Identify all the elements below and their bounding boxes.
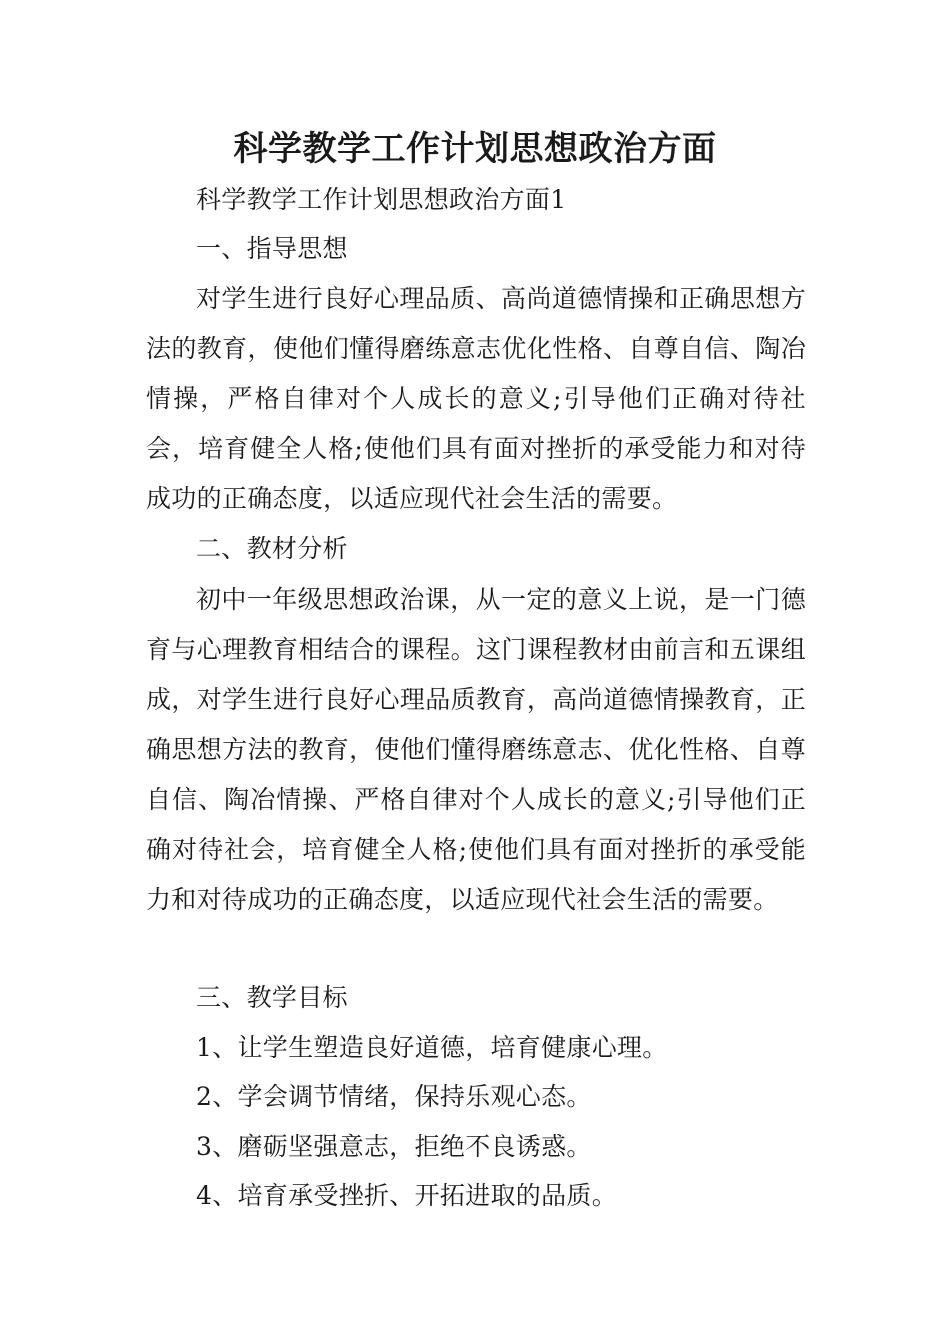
- paragraph-guiding-thought: 对学生进行良好心理品质、高尚道德情操和正确思想方法的教育，使他们懂得磨练意志优化性格、自尊自信、陶冶情操，严格自律对个人成长的意义;引导他们正确对待社会，培育健全人格;使他们具有面对挫折的承受能力和对待成功的正确态度，以适应现代社会生活的需要。: [146, 284, 806, 513]
- section-heading-guiding-thought: 一、指导思想: [196, 234, 348, 263]
- section-heading-textbook-analysis: 二、教材分析: [196, 534, 348, 563]
- section-heading-teaching-goals: 三、教学目标: [196, 983, 348, 1012]
- document-subtitle: 科学教学工作计划思想政治方面1: [196, 185, 567, 214]
- document-title: 科学教学工作计划思想政治方面: [233, 129, 717, 169]
- list-item: 2、学会调节情绪，保持乐观心态。: [196, 1082, 592, 1111]
- paragraph-textbook-analysis: 初中一年级思想政治课，从一定的意义上说，是一门德育与心理教育相结合的课程。这门课程教材由前言和五课组成，对学生进行良好心理品质教育，高尚道德情操教育，正确思想方法的教育，使他们懂得磨练意志、优化性格、自尊自信、陶冶情操、严格自律对个人成长的意义;引导他们正确对待社会，培育健全人格;使他们具有面对挫折的承受能力和对待成功的正确态度，以适应现代社会生活的需要。: [146, 585, 806, 914]
- list-item: 3、磨砺坚强意志，拒绝不良诱惑。: [196, 1132, 592, 1161]
- list-item: 4、培育承受挫折、开拓进取的品质。: [196, 1181, 618, 1210]
- list-item: 1、让学生塑造良好道德，培育健康心理。: [196, 1033, 668, 1062]
